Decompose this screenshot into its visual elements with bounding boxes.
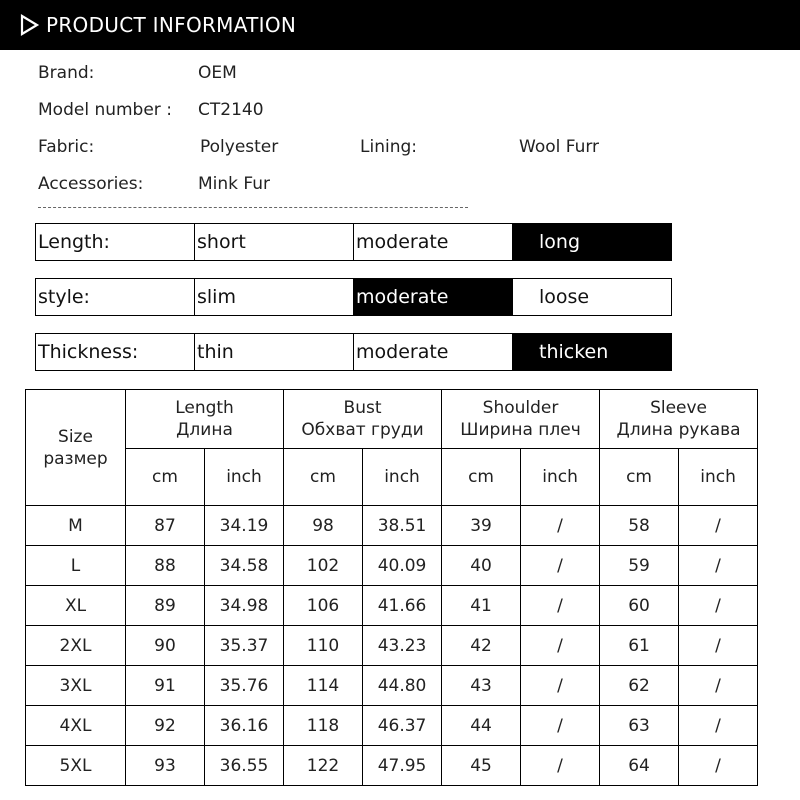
dashed-divider xyxy=(38,207,468,208)
attribute-option: slim xyxy=(195,279,354,315)
unit-header: inch xyxy=(363,449,442,506)
table-cell: 91 xyxy=(126,666,205,706)
attribute-option: thicken xyxy=(513,334,671,370)
table-cell: / xyxy=(521,586,600,626)
unit-header: inch xyxy=(205,449,284,506)
section-header xyxy=(0,0,800,50)
table-cell: 40 xyxy=(442,546,521,586)
table-cell: 90 xyxy=(126,626,205,666)
table-cell: 122 xyxy=(284,746,363,786)
table-cell: 106 xyxy=(284,586,363,626)
attribute-option: moderate xyxy=(354,279,513,315)
table-cell: 89 xyxy=(126,586,205,626)
table-cell: 41.66 xyxy=(363,586,442,626)
size-cell: 4XL xyxy=(26,706,126,746)
table-cell: 34.58 xyxy=(205,546,284,586)
table-cell: / xyxy=(521,666,600,706)
table-row xyxy=(26,586,758,626)
table-row xyxy=(26,546,758,586)
table-cell: 45 xyxy=(442,746,521,786)
table-cell: / xyxy=(679,506,758,546)
attribute-option: loose xyxy=(539,286,590,308)
brand-label: Brand: xyxy=(38,63,95,83)
table-cell: 35.76 xyxy=(205,666,284,706)
table-cell: 102 xyxy=(284,546,363,586)
table-cell: 36.55 xyxy=(205,746,284,786)
table-cell: 35.37 xyxy=(205,626,284,666)
table-row xyxy=(26,706,758,746)
table-cell: 88 xyxy=(126,546,205,586)
fabric-label: Fabric: xyxy=(38,137,95,157)
bust-header-en: Bust xyxy=(343,398,382,418)
table-cell: 110 xyxy=(284,626,363,666)
brand-value: OEM xyxy=(198,63,237,83)
fabric-value: Polyester xyxy=(200,137,279,157)
attribute-option: long xyxy=(513,224,671,260)
table-cell: / xyxy=(521,746,600,786)
table-cell: 43.23 xyxy=(363,626,442,666)
table-cell: 47.95 xyxy=(363,746,442,786)
table-cell: 93 xyxy=(126,746,205,786)
unit-header: inch xyxy=(679,449,758,506)
table-cell: 42 xyxy=(442,626,521,666)
play-triangle-outline-icon xyxy=(20,14,40,36)
attribute-option: thin xyxy=(195,334,354,370)
model-value: CT2140 xyxy=(198,100,264,120)
table-cell: 98 xyxy=(284,506,363,546)
unit-header: cm xyxy=(284,449,363,506)
table-cell: 59 xyxy=(600,546,679,586)
table-cell: 62 xyxy=(600,666,679,706)
table-cell: / xyxy=(521,626,600,666)
table-row xyxy=(26,626,758,666)
table-cell: 87 xyxy=(126,506,205,546)
unit-header: cm xyxy=(442,449,521,506)
length-header xyxy=(126,390,284,449)
table-cell: / xyxy=(679,546,758,586)
size-header-ru: размер xyxy=(43,448,108,469)
shoulder-header xyxy=(442,390,600,449)
table-row xyxy=(26,746,758,786)
accessories-label: Accessories: xyxy=(38,174,144,194)
table-cell: 40.09 xyxy=(363,546,442,586)
sleeve-header xyxy=(600,390,758,449)
table-cell: / xyxy=(679,706,758,746)
size-cell: L xyxy=(26,546,126,586)
table-cell: 34.98 xyxy=(205,586,284,626)
table-cell: 43 xyxy=(442,666,521,706)
size-cell: 3XL xyxy=(26,666,126,706)
attribute-label: style: xyxy=(36,279,195,315)
length-header-ru: Длина xyxy=(176,420,233,440)
bust-header-ru: Обхват груди xyxy=(301,420,424,440)
unit-header: inch xyxy=(521,449,600,506)
attribute-length xyxy=(35,223,672,261)
table-row xyxy=(26,506,758,546)
table-cell: 63 xyxy=(600,706,679,746)
table-cell: 114 xyxy=(284,666,363,706)
sleeve-header-en: Sleeve xyxy=(650,398,708,418)
accessories-value: Mink Fur xyxy=(198,174,271,194)
attribute-option: moderate xyxy=(354,334,513,370)
table-cell: / xyxy=(679,626,758,666)
table-cell: 44 xyxy=(442,706,521,746)
table-cell: 60 xyxy=(600,586,679,626)
size-chart-table xyxy=(25,389,758,786)
attribute-option: moderate xyxy=(354,224,513,260)
table-cell: 92 xyxy=(126,706,205,746)
shoulder-header-ru: Ширина плеч xyxy=(460,420,581,440)
unit-header: cm xyxy=(126,449,205,506)
unit-header: cm xyxy=(600,449,679,506)
bust-header xyxy=(284,390,442,449)
size-header-en: Size xyxy=(58,426,93,447)
table-row xyxy=(26,666,758,706)
table-header-row xyxy=(26,390,758,449)
attribute-label: Length: xyxy=(36,224,195,260)
sleeve-header-ru: Длина рукава xyxy=(616,420,741,440)
table-cell: 34.19 xyxy=(205,506,284,546)
size-cell: 2XL xyxy=(26,626,126,666)
table-cell: 39 xyxy=(442,506,521,546)
length-header-en: Length xyxy=(175,398,234,418)
section-title: PRODUCT INFORMATION xyxy=(46,13,297,37)
table-cell: / xyxy=(521,706,600,746)
table-cell: / xyxy=(679,586,758,626)
table-cell: 41 xyxy=(442,586,521,626)
table-cell: / xyxy=(679,746,758,786)
size-cell: M xyxy=(26,506,126,546)
table-cell: 64 xyxy=(600,746,679,786)
unit-header-row xyxy=(26,449,758,506)
shoulder-header-en: Shoulder xyxy=(482,398,559,418)
size-cell: 5XL xyxy=(26,746,126,786)
table-cell: / xyxy=(679,666,758,706)
size-header xyxy=(26,390,126,506)
attribute-label: Thickness: xyxy=(36,334,195,370)
size-table-body xyxy=(26,506,758,786)
model-label: Model number : xyxy=(38,100,172,120)
size-cell: XL xyxy=(26,586,126,626)
table-cell: 44.80 xyxy=(363,666,442,706)
table-cell: 118 xyxy=(284,706,363,746)
table-cell: 38.51 xyxy=(363,506,442,546)
attribute-option: short xyxy=(195,224,354,260)
lining-label: Lining: xyxy=(360,137,417,157)
table-cell: 61 xyxy=(600,626,679,666)
lining-value: Wool Furr xyxy=(519,137,600,157)
table-cell: / xyxy=(521,546,600,586)
table-cell: 36.16 xyxy=(205,706,284,746)
table-cell: 58 xyxy=(600,506,679,546)
attribute-style xyxy=(35,278,672,316)
attribute-thickness xyxy=(35,333,672,371)
table-cell: / xyxy=(521,506,600,546)
table-cell: 46.37 xyxy=(363,706,442,746)
